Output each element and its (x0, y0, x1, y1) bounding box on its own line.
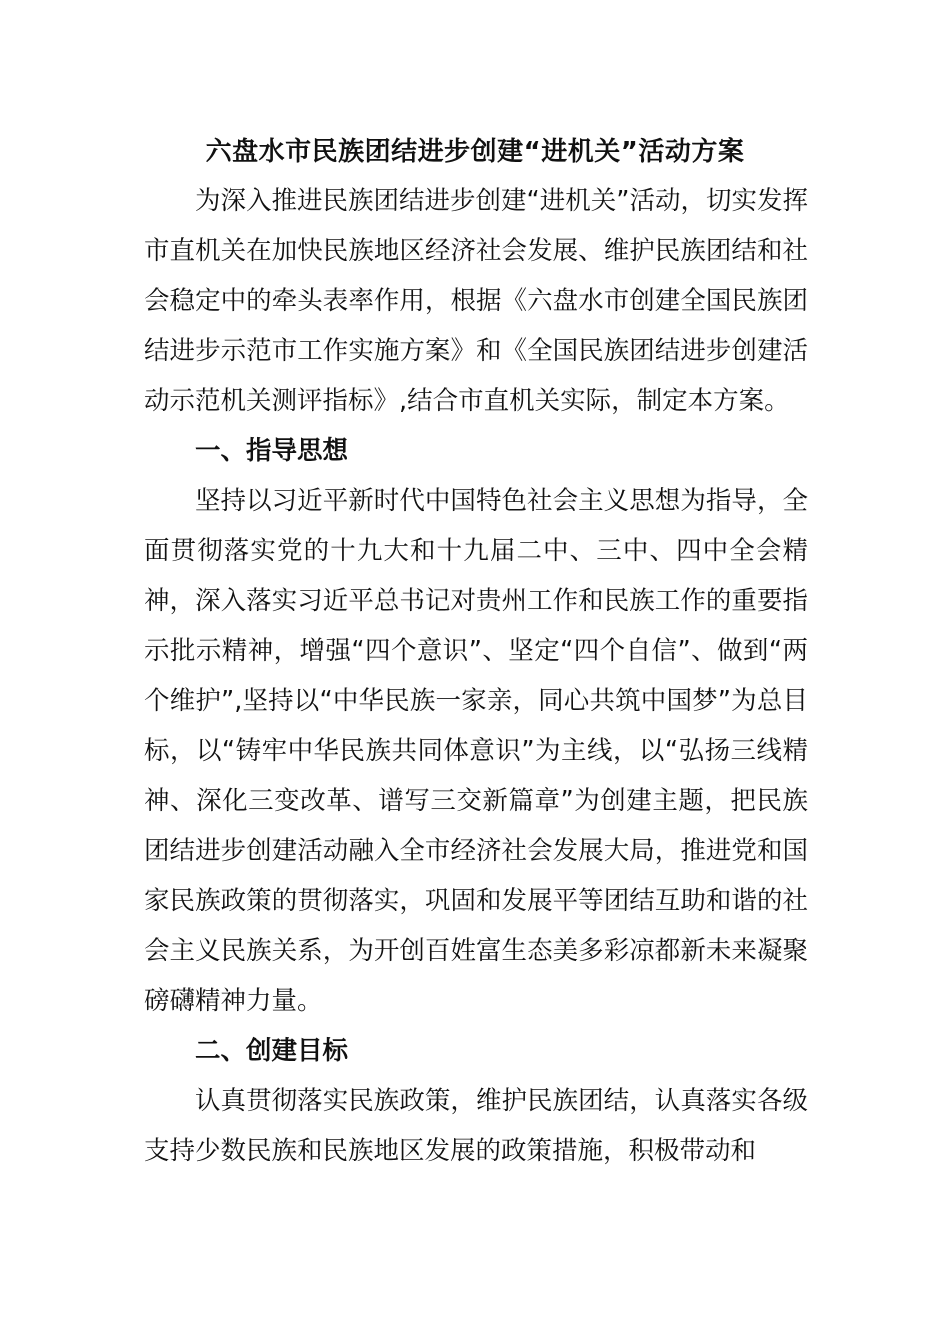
section-heading-goals: 二、创建目标 (195, 1036, 349, 1066)
section-body-goals: 认真贯彻落实民族政策，维护民族团结，认真落实各级支持少数民族和民族地区发展的政策措施，积极带动和 (144, 1086, 808, 1166)
section-body-guiding-ideology: 坚持以习近平新时代中国特色社会主义思想为指导，全面贯彻落实党的十九大和十九届二中、三中、四中全会精神，深入落实习近平总书记对贵州工作和民族工作的重要指示批示精神，增强“四个意识”、坚定“四个自信”、做到“两个维护”,坚持以“中华民族一家亲，同心共筑中国梦”为总目标，以“铸牢中华民族共同体意识”为主线，以“弘扬三线精神、深化三变改革、谱写三交新篇章”为创建主题，把民族团结进步创建活动融入全市经济社会发展大局，推进党和国家民族政策的贯彻落实，巩固和发展平等团结互助和谐的社会主义民族关系，为开创百姓富生态美多彩凉都新未来凝聚磅礴精神力量。 (144, 486, 808, 1016)
document-title: 六盘水市民族团结进步创建“进机关”活动方案 (205, 137, 745, 167)
intro-paragraph: 为深入推进民族团结进步创建“进机关”活动，切实发挥市直机关在加快民族地区经济社会发展、维护民族团结和社会稳定中的牵头表率作用，根据《六盘水市创建全国民族团结进步示范市工作实施方案》和《全国民族团结进步创建活动示范机关测评指标》,结合市直机关实际，制定本方案。 (144, 186, 808, 416)
section-heading-guiding-ideology: 一、指导思想 (195, 436, 349, 466)
document-body (144, 176, 808, 1176)
